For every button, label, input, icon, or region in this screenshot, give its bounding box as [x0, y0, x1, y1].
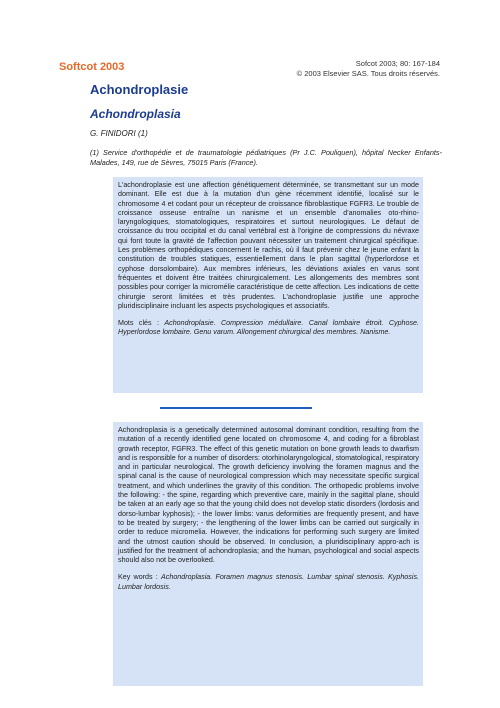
- abstract-english: [113, 422, 423, 686]
- keywords-english-list: Achondroplasia. Foramen magnus stenosis. Lumbar spinal stenosis. Kyphosis. Lumbar lordosis.: [118, 573, 419, 591]
- abstract-english-text: Achondroplasia is a genetically determined autosomal dominant condition, resulting from the mutation of a recently identified gene located on chromosome 4, and coding for a fibroblast growth receptor, FGFR3. The effect of this genetic mutation on bone growth leads to dwarfism and is responsible for a number of disorders: otorhinolaryngological, stomatological, respiratory and in particular neurological. The growth deficiency involving the foramen magnus and the spinal canal is the cause of neurological compression which may necessitate specific surgical treatment, and which underlines the gravity of this condition. The orthopedic problems involve the following: - the spine, regarding which preventive care, mainly in the sagittal plane, should be taken at an early age so that the young child does not develop static disorders (lordosis and dorso-lumbar kyphosis); - the lower limbs: varus deformities are frequently present, and have to be treated by surgery; - the lengthening of the lower limbs can be carried out surgically in order to reduce micromelia. However, the indications for performing such surgery are limited and the utmost caution should be observed. In conclusion, a pluridisciplinary appro-ach is justified for the treatment of achondroplasia; and the human, psychological and social aspects should also not be overlooked.: [118, 426, 419, 565]
- keywords-english-label: Key words :: [118, 573, 158, 582]
- reference-line: Sofcot 2003; 80: 167-184: [355, 59, 440, 68]
- copyright-line: © 2003 Elsevier SAS. Tous droits réservés.: [296, 69, 440, 78]
- affiliation: (1) Service d'orthopédie et de traumatologie pédiatriques (Pr J.C. Pouliquen), hôpital Necker Enfants-Malades, 149, rue de Sèvres, 75015 Paris (France).: [90, 148, 442, 167]
- title-french: Achondroplasie: [90, 82, 189, 97]
- keywords-english: [118, 573, 419, 592]
- abstract-french: [113, 177, 423, 393]
- title-english: Achondroplasia: [90, 107, 181, 121]
- reference-block: [297, 59, 440, 79]
- author: G. FINIDORI (1): [90, 129, 148, 138]
- section-divider: [160, 407, 312, 409]
- keywords-french: [118, 319, 419, 338]
- keywords-french-list: Achondroplasie. Compression médullaire. Canal lombaire étroit. Cyphose. Hyperlordose lombaire. Genu varum. Allongement chirurgical des membres. Nanisme.: [118, 319, 420, 337]
- journal-brand: Softcot 2003: [59, 61, 125, 73]
- keywords-french-label: Mots clés :: [118, 319, 159, 328]
- abstract-french-text: L'achondroplasie est une affection génétiquement déterminée, se transmettant sur un mode dominant. Elle est due à la mutation d'un gène récemment identifié, localisé sur le chromosome 4 et codant pour un récepteur de croissance fibroblastique FGFR3. Le trouble de croissance osseuse entraîne un nanisme et un ensemble d'anomalies oto-rhino-laryngologiques, stomatologiques, respiratoires et surtout neurologiques. Le défaut de croissance du trou occipital et du canal vertébral est à l'origine de compressions du névraxe qui font toute la gravité de l'affection pouvant nécessiter un traitement chirurgical spécifique. Les problèmes orthopédiques concernent le rachis, où il faut prévenir chez le jeune enfant la constitution de troubles statiques, essentiellement dans le plan sagittal (hyperlordose et cyphose dorsolombaire). Aux membres inférieurs, les déviations axiales en varus sont fréquentes et doivent être traitées chirurgicalement. Les allongements des membres sont possibles pour corriger la micromélie caractéristique de cette affection. Les indications de cette chirurgie seront limitées et très prudentes. L'achondroplasie justifie une approche pluridisciplinaire incluant les aspects psychologiques et associatifs.: [118, 181, 419, 310]
